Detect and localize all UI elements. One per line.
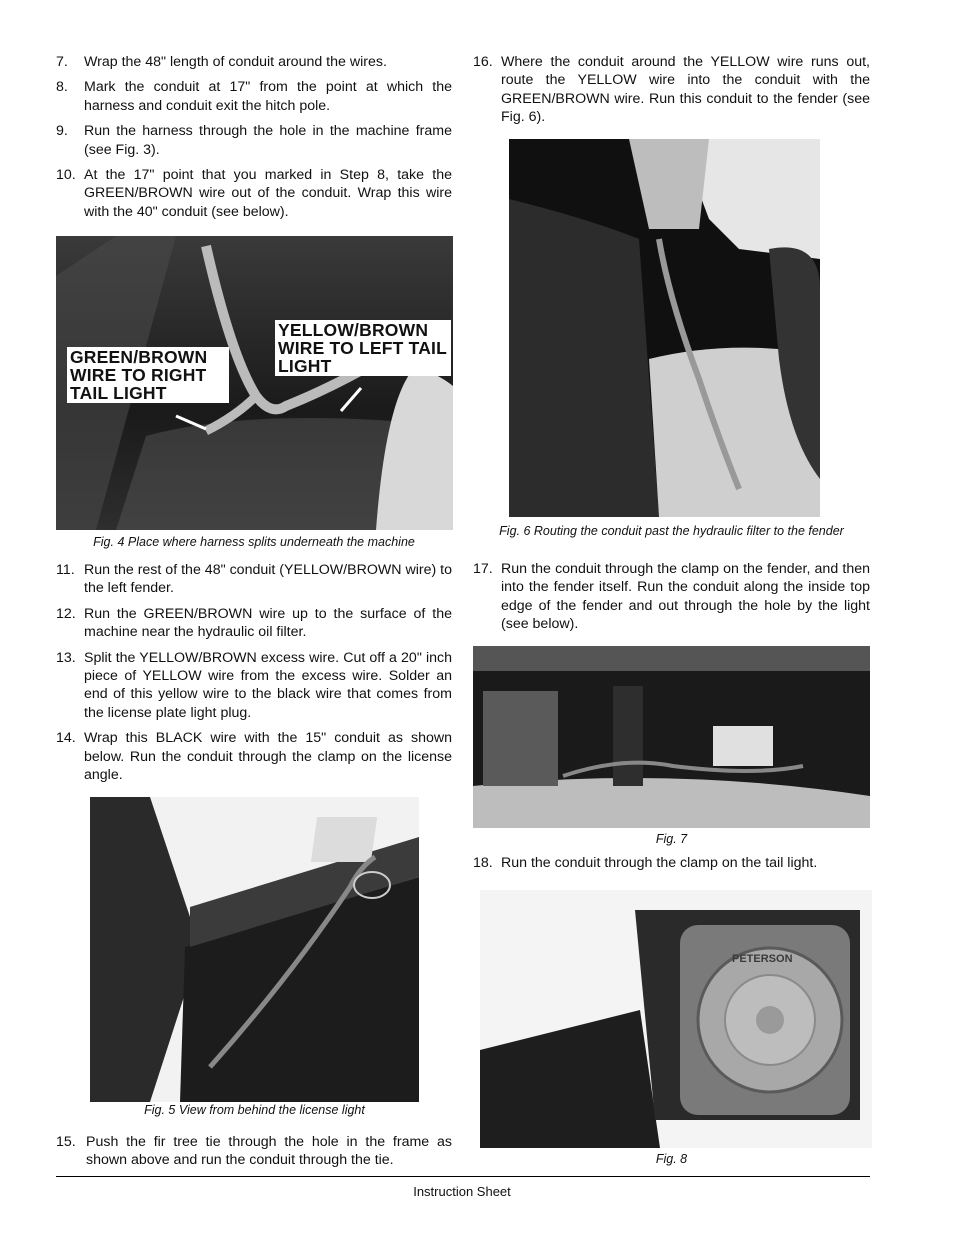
fig7-caption: Fig. 7 — [655, 832, 688, 846]
step-17: 17. Run the conduit through the clamp on the fender, and then into the fender itself. Run the conduit along the inside top edge of the fender and out through the hole by the light (see below). — [473, 561, 870, 633]
step-16: 16. Where the conduit around the YELLOW wire runs out, route the YELLOW wire into the conduit with the GREEN/BROWN wire. Run this conduit to the fender (see Fig. 6). — [473, 54, 870, 126]
footer-rule — [56, 1176, 870, 1177]
fig8-caption: Fig. 8 — [655, 1152, 688, 1166]
right-steps-b — [473, 560, 870, 641]
step-11: 11. Run the rest of the 48" conduit (YELLOW/BROWN wire) to the left fender. — [56, 562, 452, 597]
fig7-illustration — [473, 646, 870, 828]
left-steps-a — [56, 53, 452, 228]
step-8: 8. Mark the conduit at 17" from the point at which the harness and conduit exit the hitch pole. — [56, 79, 452, 114]
fig8-illustration — [480, 890, 872, 1148]
step-15: 15. Push the fir tree tie through the hole in the frame as shown above and run the conduit through the tie. — [56, 1134, 452, 1169]
left-steps-c — [56, 1133, 452, 1177]
step-13: 13. Split the YELLOW/BROWN excess wire. Cut off a 20" inch piece of YELLOW wire from the excess wire. Solder an end of this yellow wire to the black wire that comes from the license plate light plug. — [56, 649, 452, 721]
step-12: 12. Run the GREEN/BROWN wire up to the surface of the machine near the hydraulic oil filter. — [56, 605, 452, 641]
step-7: 7. Wrap the 48" length of conduit around the wires. — [56, 54, 387, 70]
fig6-caption: Fig. 6 Routing the conduit past the hydraulic filter to the fender — [499, 524, 844, 538]
fig5-caption: Fig. 5 View from behind the license light — [144, 1103, 365, 1117]
fig5-illustration — [90, 797, 419, 1102]
fig4-callout-green-brown: GREEN/BROWN WIRE TO RIGHT TAIL LIGHT — [67, 347, 229, 403]
right-steps-a — [473, 53, 870, 134]
step-10: 10. At the 17" point that you marked in Step 8, take the GREEN/BROWN wire out of the conduit. Wrap this wire with the 40" conduit (see below). — [56, 167, 452, 220]
fig6-photo — [509, 139, 820, 517]
step-14: 14. Wrap this BLACK wire with the 15" conduit as shown below. Run the conduit through the clamp on the license angle. — [56, 730, 452, 784]
fig4-caption: Fig. 4 Place where harness splits underneath the machine — [93, 535, 415, 549]
right-steps-c — [473, 854, 870, 879]
fig4-photo — [56, 236, 453, 530]
fig7-photo — [473, 646, 870, 828]
fig5-photo — [90, 797, 419, 1102]
fig4-callout-yellow-brown: YELLOW/BROWN WIRE TO LEFT TAIL LIGHT — [275, 320, 451, 376]
fig6-illustration — [509, 139, 820, 517]
fig8-photo — [480, 890, 872, 1148]
fig8-lens-brand: PETERSON — [732, 953, 793, 965]
step-18: 18. Run the conduit through the clamp on the tail light. — [473, 855, 818, 871]
footer-text: Instruction Sheet — [413, 1184, 511, 1199]
left-steps-b — [56, 561, 452, 791]
step-9: 9. Run the harness through the hole in the machine frame (see Fig. 3). — [56, 123, 452, 158]
